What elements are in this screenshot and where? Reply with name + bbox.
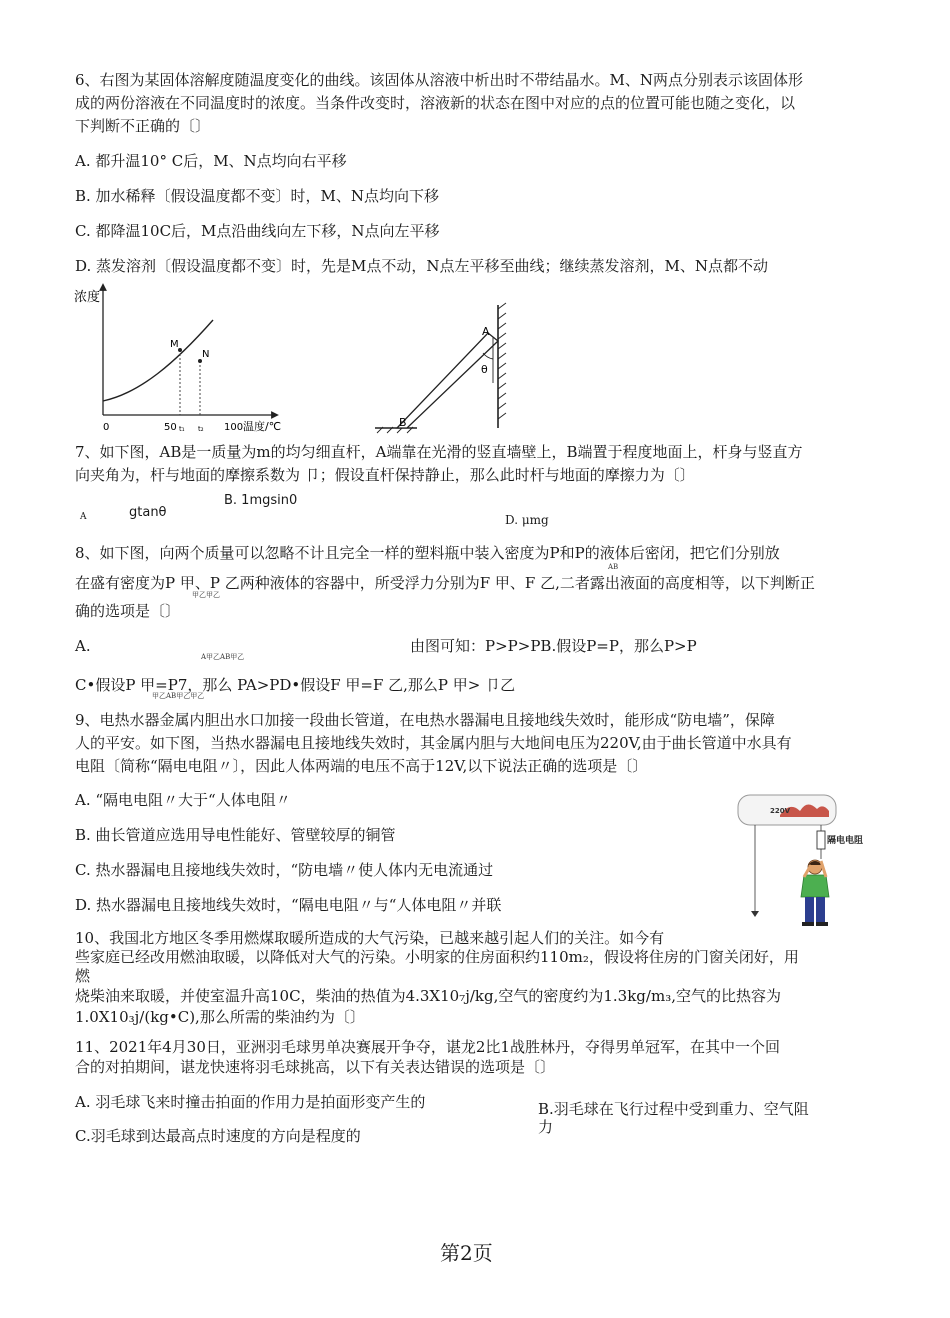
q7-option-b: B. 1mgsin0 (224, 493, 298, 508)
q8-option-a-subscripts: A甲乙AB甲乙 (201, 653, 245, 661)
q10-stem-line1: 10、我国北方地区冬季用燃煤取暖所造成的大气污染，已越来越引起人们的关注。如今有 (75, 929, 665, 947)
point-n-label: N (202, 349, 210, 360)
heater-voltage-label: 220V (770, 807, 791, 815)
q6-stem-line2: 成的两份溶液在不同温度时的浓度。当条件改变时，溶液新的状态在图中对应的点的位置可能也随之变化，以 (75, 94, 796, 112)
q8-stem-line3: 确的选项是〔〕 (75, 602, 181, 620)
q11-option-b-line1: B.羽毛球在飞行过程中受到重力、空气阻 (538, 1100, 809, 1118)
q11-option-b-line2: 力 (538, 1118, 554, 1136)
label-a: A (482, 325, 490, 338)
ground-symbol (751, 911, 759, 917)
q10-stem-line2: 些家庭已经改用燃油取暖，以降低对大气的污染。小明家的住房面积约110m₂，假设将住房的门窗关闭好，用 (75, 948, 799, 966)
q8-option-a: A. (75, 637, 91, 655)
q7-option-a-mark: A (80, 512, 87, 522)
q9-option-b: B. 曲长管道应选用导电性能好、管壁较厚的铜管 (75, 826, 396, 844)
q11-stem-line1: 11、2021年4月30日，亚洲羽毛球男单决赛展开争夺，谌龙2比1战胜林丹，夺得男单冠军，在其中一个回 (75, 1038, 780, 1056)
q10-stem-line4: 烧柴油来取暖，并使室温升高10C，柴油的热值为4.3X10₇j/kg,空气的密度约为1.3kg/m₃,空气的比热容为 (75, 987, 781, 1005)
q7-option-a: gtanθ (129, 505, 167, 520)
point-m-label: M (170, 339, 179, 350)
q9-stem-line2: 人的平安。如下图，当热水器漏电且接地线失效时，其金属内胆与大地间电压为220V,由于曲长管道中水具有 (75, 734, 792, 752)
tick-t2-label: t₂ (198, 425, 204, 433)
label-b: B (399, 416, 407, 429)
q10-stem-line5: 1.0X10₃j/(kg•C),那么所需的柴油约为〔〕 (75, 1008, 365, 1026)
water-heater-illustration (735, 793, 885, 931)
wall-hatching (498, 303, 506, 419)
q6-option-c: C. 都降温10C后，M点沿曲线向左下移，N点向左平移 (75, 222, 440, 240)
q10-stem-line3: 燃 (75, 967, 91, 985)
q8-stem-line2-subscripts: 甲乙甲乙 (192, 591, 220, 599)
q8-stem-line1: 8、如下图，向两个质量可以忽略不计且完全一样的塑料瓶中装入密度为P和P的液体后密闭，把它们分别放 (75, 544, 780, 562)
rod-ab (397, 333, 498, 428)
y-axis-label: 浓度 (74, 290, 101, 305)
q9-stem-line3: 电阻〔简称“隔电电阻〃〕，因此人体两端的电压不高于12V,以下说法正确的选项是〔〕 (75, 757, 648, 775)
q7-stem-line2: 向夹角为，杆与地面的摩擦系数为 卩；假设直杆保持静止，那么此时杆与地面的摩擦力为〔〕 (75, 466, 695, 484)
tick-t1-label: t₁ (179, 425, 185, 433)
page-number: 第2页 (440, 1241, 493, 1265)
tick-100-label: 100 (224, 422, 244, 433)
q11-stem-line2: 合的对拍期间，谌龙快速将羽毛球挑高，以下有关表达错误的选项是〔〕 (75, 1058, 556, 1076)
q9-stem-line1: 9、电热水器金属内胆出水口加接一段曲长管道，在电热水器漏电且接地线失效时，能形成“防电墙”，保障 (75, 711, 775, 729)
q8-option-cd-subscripts: 甲乙AB甲乙甲乙 (152, 692, 205, 700)
q9-option-a: A. “隔电电阻〃大于“人体电阻〃 (75, 791, 291, 809)
q6-stem-line1: 6、右图为某固体溶解度随温度变化的曲线。该固体从溶液中析出时不带结晶水。M、N两点分别表示该固体形 (75, 71, 804, 89)
rod-wall-diagram (375, 303, 510, 433)
q9-option-c: C. 热水器漏电且接地线失效时，“防电墙〃使人体内无电流通过 (75, 861, 494, 879)
origin-label: 0 (103, 422, 110, 433)
solubility-curve (103, 320, 213, 401)
q6-stem-line3: 下判断不正确的〔〕 (75, 117, 211, 135)
q8-stem-line2: 在盛有密度为P 甲、P 乙两种液体的容器中，所受浮力分别为F 甲、F 乙,二者露出液面的高度相等，以下判断正 (75, 574, 815, 592)
isolation-resistor (817, 831, 825, 849)
q6-option-a: A. 都升温10° C后，M、N点均向右平移 (75, 152, 347, 170)
solubility-graph (70, 283, 290, 435)
q6-option-b: B. 加水稀释〔假设温度都不变〕时，M、N点均向下移 (75, 187, 440, 205)
q11-option-a: A. 羽毛球飞来时撞击拍面的作用力是拍面形变产生的 (75, 1093, 426, 1111)
label-theta: θ (481, 363, 488, 376)
x-axis-label: 温度/℃ (243, 420, 282, 433)
q9-option-d: D. 热水器漏电且接地线失效时，“隔电电阻〃与“人体电阻〃并联 (75, 896, 502, 914)
tick-50-label: 50 (164, 422, 177, 433)
q8-option-ab-text: 由图可知：P>P>PB.假设P=P，那么P>P (410, 637, 697, 655)
isolation-resistor-label: 隔电电阻 (827, 836, 864, 846)
q8-stem-line1-subscripts: AB (608, 563, 619, 571)
q8-option-cd-text: C•假设P 甲=P7，那么 PA>PD•假设F 甲=F 乙,那么P 甲> 卩乙 (75, 676, 516, 694)
q7-stem-line1: 7、如下图，AB是一质量为m的均匀细直杆，A端靠在光滑的竖直墙壁上，B端置于程度地面上，杆身与竖直方 (75, 443, 803, 461)
q11-option-c: C.羽毛球到达最高点时速度的方向是程度的 (75, 1127, 361, 1145)
person-figure (801, 860, 829, 926)
q6-option-d: D. 蒸发溶剂〔假设温度都不变〕时，先是M点不动，N点左平移至曲线；继续蒸发溶剂，M、N点都不动 (75, 257, 768, 275)
q7-option-d: D. μmg (505, 513, 549, 527)
